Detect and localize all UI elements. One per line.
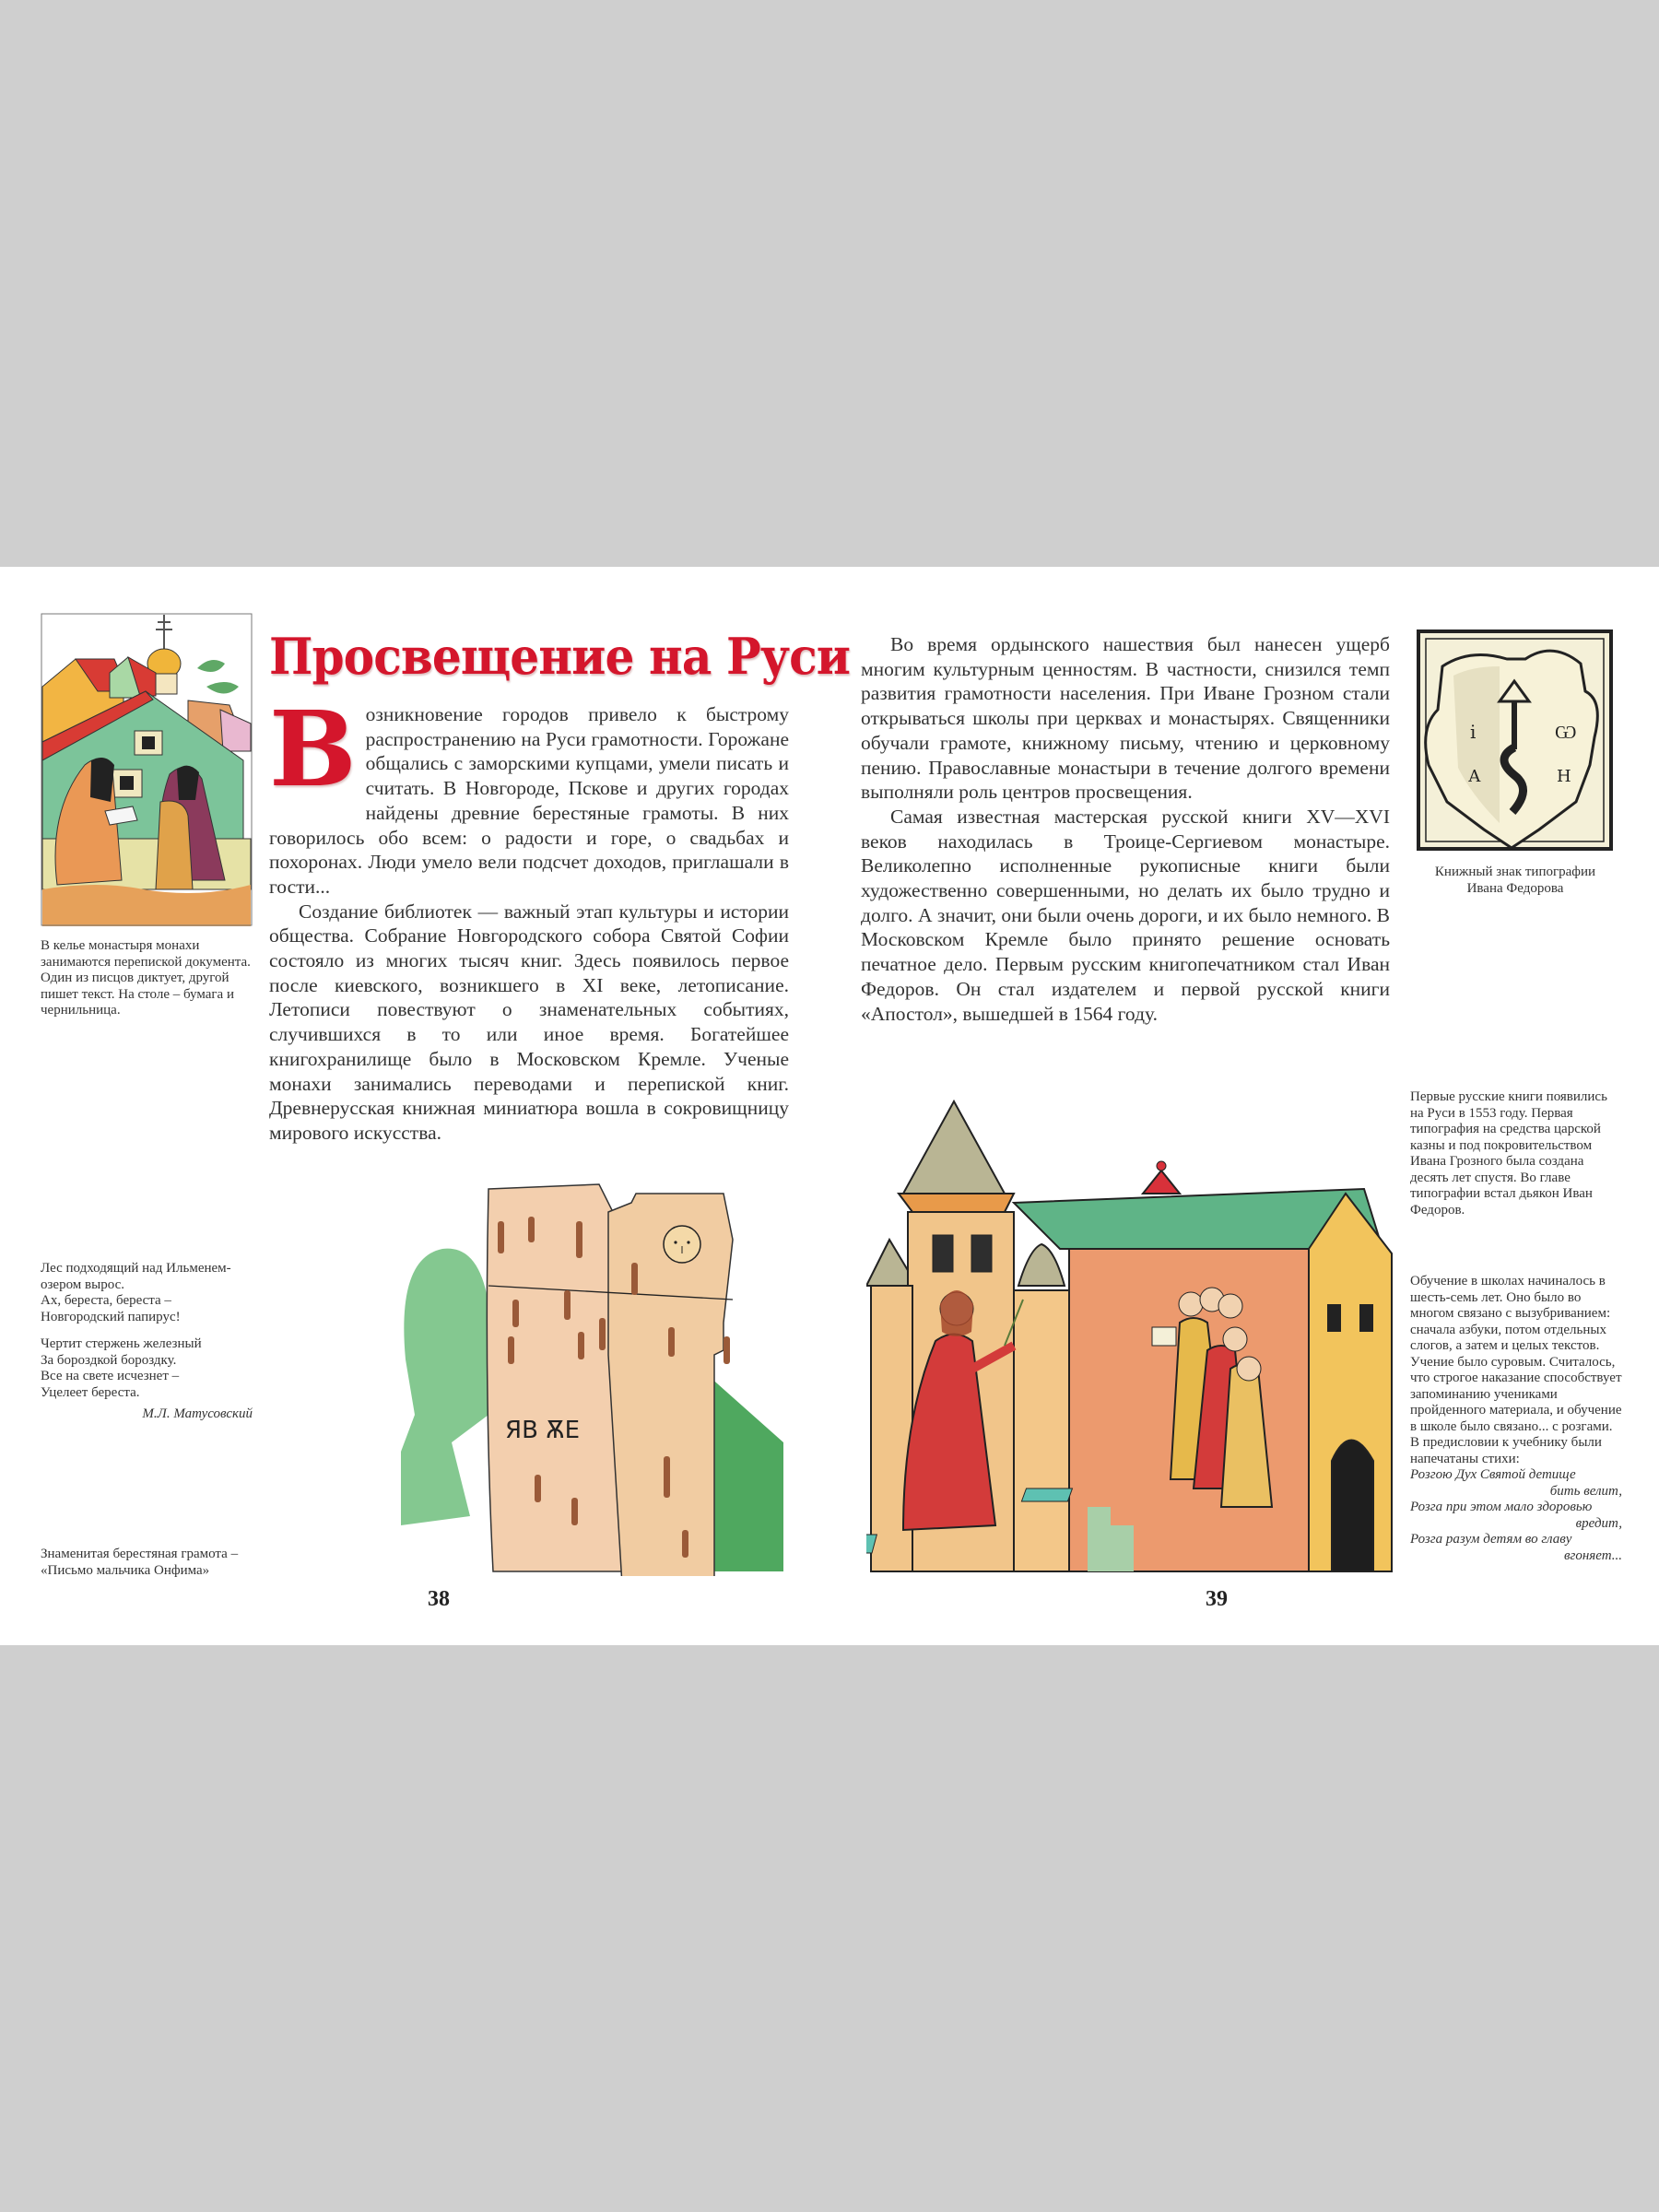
poem-author: М.Л. Матусовский: [142, 1406, 253, 1421]
birchbark-letters: ЯВ ѪЕ: [505, 1417, 581, 1444]
verse-line: Розга при этом мало здоровью: [1410, 1500, 1593, 1514]
verse-line: вредит,: [1575, 1515, 1622, 1531]
poem-line: Лес подходящий над Ильменем-: [41, 1261, 231, 1276]
birchbark-caption: [41, 1547, 317, 1579]
chapter-title: Просвещение на Руси: [269, 627, 851, 686]
left-main-text: [269, 689, 789, 1146]
printer-mark-letter: і: [1470, 721, 1477, 743]
poem-line: Чертит стержень железный: [41, 1336, 202, 1351]
poem-line: Новгородский папирус!: [41, 1309, 181, 1324]
school-illustration: [866, 1092, 1410, 1576]
left-paragraph-1: озникновение городов привело к быстрому распространению на Руси грамотности. Горожане общались с заморскими купцами, умели писать и считать. В Новгороде, Пскове и других городах найдены древние берестяные грамоты. В них говорилось обо всем: о радости и горе, о свадьбах и похоронах. Люди умело вели подсчет доходов, приглашали в гости...: [269, 703, 789, 898]
poem-line: Все на свете исчезнет –: [41, 1369, 180, 1383]
printer-mark-letter: А: [1468, 767, 1481, 786]
poem-line: За бороздкой бороздку.: [41, 1352, 177, 1368]
birchbark-illustration: [387, 1171, 793, 1576]
right-paragraph-1: Во время ордынского нашествия был нанесен ущерб многим культурным ценностям. В частности, снизился темп развития грамотности населения. При Иване Грозном стали открываться школы при церквах и монастырях. Священники обучали грамоте, книжному письму, чтению и церковному пению. Православные монастыри в течение долгого времени выполняли роль центров просвещения.: [861, 633, 1390, 804]
poem-block: [41, 1261, 253, 1423]
school-note-text: Обучение в школах начиналось в шесть-семь лет. Оно было во многом связано с вызубриванием: сначала азбуки, потом отдельных слогов, а затем и целых текстов. Учение было суровым. Считалось, что строгое наказание способствует запоминанию учениками пройденного материала, и обучение в школе было связано... с розгами.: [1410, 1274, 1622, 1434]
verse-line: вгоняет...: [1563, 1547, 1622, 1563]
school-note: [1410, 1274, 1622, 1564]
preface-intro: В предисловии к учебнику были напечатаны стихи:: [1410, 1435, 1602, 1466]
page-number-left: 38: [428, 1587, 450, 1611]
printer-mark-caption-line: Книжный знак типографии: [1434, 865, 1596, 879]
verse-line: бить велит,: [1549, 1483, 1622, 1499]
monks-caption: В келье монастыря монахи занимаются перепиской документа. Один из писцов диктует, другой пишет текст. На столе – бумага и чернильница.: [41, 938, 251, 1018]
birchbark-caption-line: Знаменитая берестяная грамота –: [41, 1547, 239, 1561]
verse-line: Розгою Дух Святой детище: [1410, 1467, 1576, 1482]
printer-mark-image: [1417, 629, 1613, 851]
right-main-text: [861, 632, 1390, 1026]
printer-mark-caption: [1410, 865, 1620, 897]
verse-line: Розга разум детям во главу: [1410, 1532, 1572, 1547]
poem-line: Ах, береста, береста –: [41, 1293, 171, 1308]
dropcap-letter: В: [269, 689, 357, 810]
right-paragraph-2: Самая известная мастерская русской книги XV—XVI веков находилась в Троице-Сергиевом монастыре. Великолепно исполненные рукописные книги были художественно совершенными, но делать их было трудно и долго. А значит, они были очень дороги, и их было немного. В Московском Кремле было принято решение основать печатное дело. Первым русским книгопечатником стал Иван Федоров. Он стал издателем и первой русской книги «Апостол», вышедшей в 1564 году.: [861, 805, 1390, 1025]
page-number-right: 39: [1206, 1587, 1228, 1611]
printer-mark-letter: Ѡ: [1555, 721, 1577, 743]
first-books-note: Первые русские книги появились на Руси в 1553 году. Первая типография на средства царской казны и под покровительством Ивана Грозного была создана десять лет спустя. Во главе типографии встал дьякон Иван Федоров.: [1410, 1089, 1607, 1218]
printer-mark-letter: Н: [1557, 767, 1571, 786]
left-paragraph-2: Создание библиотек — важный этап культуры и истории общества. Собрание Новгородского собора Святой Софии состояло из многих тысяч книг. Здесь появилось первое после киевского, возникшего в XI веке, летописание. Летописи повествуют о знаменательных событиях, случившихся в то или иное время. Богатейшее книгохранилище было в Московском Кремле. Ученые монахи занимались переводами и перепиской книг. Древнерусская книжная миниатюра вошла в сокровищницу мирового искусства.: [269, 900, 789, 1144]
printer-mark-caption-line: Ивана Федорова: [1466, 880, 1564, 896]
monks-illustration: [41, 613, 253, 926]
birchbark-caption-line: «Письмо мальчика Онфима»: [41, 1562, 210, 1578]
poem-line: озером вырос.: [41, 1277, 124, 1292]
poem-line: Уцелеет береста.: [41, 1384, 140, 1400]
